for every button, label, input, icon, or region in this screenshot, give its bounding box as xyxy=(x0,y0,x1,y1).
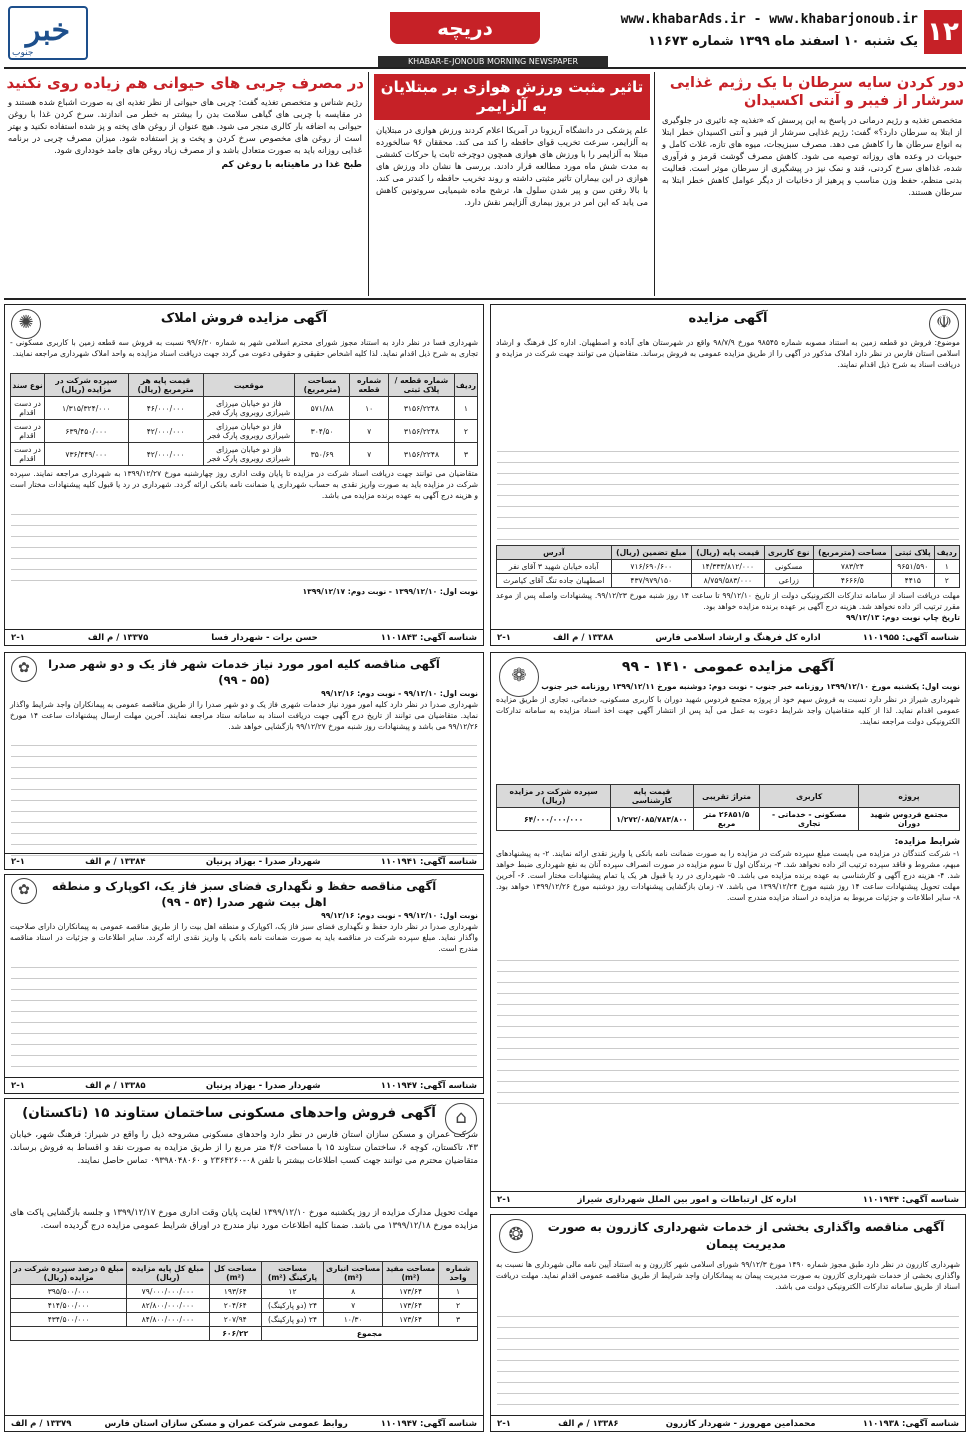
ad-code: ۱۳۳۸۸ / م الف xyxy=(552,632,614,643)
table-header: متراژ تقریبی xyxy=(693,785,760,808)
table-cell: ۲ xyxy=(934,574,959,588)
table-header: مبلغ تضمین (ریال) xyxy=(611,546,691,560)
table-header: ردیف xyxy=(454,374,477,397)
page-number: ۱۲ xyxy=(924,10,962,54)
ad-amlak-title: آگهی مزایده فروش املاک xyxy=(160,311,328,326)
kazerun-emblem-icon: ❂ xyxy=(499,1219,533,1253)
table-cell: زراعی xyxy=(764,574,813,588)
ad-sadra54-footer xyxy=(5,1077,483,1093)
table-cell: ۱/۳۱۵/۳۲۴/۰۰۰ xyxy=(45,397,129,420)
ad-shiraz-intro: شهرداری شیراز در نظر دارد نسبت به فروش سهم خود از پروژه مجتمع فردوس شهید دوران با کاربری مسکونی، خدماتی، تجاری از طریق مزایده عمومی اقدام نماید. لذا از کلیه متقاضیان واجد شرایط دعوت به عمل می آید پس از انتشار آگهی جهت اخذ اسناد مزایده به سامانه تدارکات الکترونیکی دولت مراجعه نمایند. xyxy=(496,695,960,726)
table-cell: ۹۶۵۱/۵۹۰ xyxy=(892,560,935,574)
table-cell: ۸/۷۵۹/۵۸۳/۰۰۰ xyxy=(692,574,765,588)
article-alzheimer xyxy=(372,72,652,296)
newspaper-logo: خبر xyxy=(8,6,88,60)
table-row xyxy=(497,574,960,588)
table-cell: مجتمع فردوس شهید دوران xyxy=(858,808,959,831)
table-header: مساحت (مترمربع) xyxy=(295,374,350,397)
table-cell: ۲۰۴/۶۴ xyxy=(209,1299,261,1313)
table-header-row xyxy=(497,785,960,808)
table-header-row xyxy=(11,1262,478,1285)
ad-amlak-table-wrap xyxy=(5,371,483,468)
ad-signer: حسن برات - شهردار فسا xyxy=(211,632,318,643)
table-cell: ۱ xyxy=(934,560,959,574)
ad-shenaseh: شناسه آگهی: ۱۱۰۱۹۳۸ xyxy=(862,1418,959,1429)
ad-column: ۲-۱ xyxy=(497,1418,511,1429)
ad-shenaseh: شناسه آگهی: ۱۱۰۱۹۴۷ xyxy=(380,1080,477,1091)
table-cell: ۷۹/۰۰۰/۰۰۰/۰۰۰ xyxy=(127,1285,209,1299)
table-header: نوع سند xyxy=(11,374,45,397)
table-header: قیمت پایه (ریال) xyxy=(692,546,765,560)
ad-column: ۲-۱ xyxy=(11,632,25,643)
ad-signer: اداره کل فرهنگ و ارشاد اسلامی فارس xyxy=(655,632,821,643)
sadra-emblem-icon: ✿ xyxy=(11,878,37,904)
article-fat-subhead: طبخ غذا در ماهیتابه با روغن کم xyxy=(221,160,362,170)
ad-sadra-55 xyxy=(4,652,484,870)
table-cell: ۱۷۳/۶۴ xyxy=(383,1313,439,1327)
ad-shiraz-fine-print xyxy=(497,960,959,1110)
ad-amlak-table xyxy=(10,373,478,466)
table-cell: ۳۹۵/۵۰۰/۰۰۰ xyxy=(11,1285,127,1299)
table-cell: اصطهبان جاده تنگ آقای کیامرث xyxy=(497,574,612,588)
ad-amlak-foroush xyxy=(4,304,484,646)
table-header: سپرده شرکت در مزایده (ریال) xyxy=(45,374,129,397)
table-header-row xyxy=(497,546,960,560)
ad-maskan-table-wrap xyxy=(5,1259,483,1343)
table-cell: ۴۶۶۶/۵ xyxy=(813,574,891,588)
table-cell: ۷۳۶/۴۴۹/۰۰۰ xyxy=(45,443,129,466)
table-cell: ۱۴/۳۳۳/۸۱۲/۰۰۰ xyxy=(692,560,765,574)
table-cell: فاز دو خیابان میرزای شیرازی روبروی پارک فجر xyxy=(203,443,294,466)
table-cell: ۲۶۸۵۱/۵ متر مربع xyxy=(693,808,760,831)
table-cell: ۳ xyxy=(454,443,477,466)
table-cell: فاز دو خیابان میرزای شیرازی روبروی پارک فجر xyxy=(203,420,294,443)
sadra-emblem-icon: ✿ xyxy=(11,656,37,682)
table-total-row xyxy=(11,1327,478,1341)
table-cell: ۳۱۵۶/۲۲۴۸ xyxy=(389,443,455,466)
table-row xyxy=(497,808,960,831)
table-header-row xyxy=(11,374,478,397)
shiraz-emblem-icon: ❁ xyxy=(499,657,539,697)
ad-shiraz-table xyxy=(496,784,960,831)
article-cancer-title: دور کردن سایه سرطان با یک رژیم غذایی سرشار از فیبر و آنتی اکسیدان xyxy=(669,75,964,109)
table-cell: ۷ xyxy=(324,1299,383,1313)
ad-amlak-fine-print xyxy=(11,514,477,584)
issue-line: یک شنبه ۱۰ اسفند ماه ۱۳۹۹ شماره ۱۱۶۷۳ xyxy=(647,34,918,49)
table-cell: ۲۴ (دو پارکینگ) xyxy=(261,1299,323,1313)
table-cell: ۳۱۵۶/۲۲۴۸ xyxy=(389,397,455,420)
table-header: قیمت پایه هر مترمربع (ریال) xyxy=(128,374,203,397)
table-row xyxy=(497,560,960,574)
table-cell: ۲ xyxy=(439,1299,478,1313)
column-divider xyxy=(368,72,369,296)
ad-shenaseh: شناسه آگهی: ۱۱۰۱۹۴۱ xyxy=(380,856,477,867)
table-cell: ۱۰/۳۰ xyxy=(324,1313,383,1327)
ad-code: ۱۳۳۷۹ / م الف xyxy=(11,1418,72,1429)
ad-sadra-54 xyxy=(4,874,484,1094)
ad-shiraz-mozayede xyxy=(490,652,966,1208)
ad-code: ۱۳۳۷۵ / م الف xyxy=(87,632,149,643)
table-cell: ۴۴۱۵ xyxy=(892,574,935,588)
ad-kazerun-monaghese xyxy=(490,1214,966,1432)
table-cell: ۱/۲۷۲/۰۸۵/۷۸۳/۸۰۰ xyxy=(611,808,693,831)
ad-shenaseh: شناسه آگهی: ۱۱۰۱۸۴۳ xyxy=(380,632,477,643)
table-header: پلاک ثبتی xyxy=(892,546,935,560)
article-fat-body: رژیم شناس و متخصص تغذیه گفت: چربی های حیوانی از نظر تغذیه ای به صورت اشباع شده هستند و در مقایسه با چربی های گیاهی سلامت بدن را بیشتر به خطر می اندازند. سرخ کردن غذا با روغن حیوانی به اضافه بار کالری منجر می شود. هیچ عنوان از روغن های پخته و پز شده استفاده نکنید و بهتر است از روغن های مخصوص سرخ کردن و پخت و پز استفاده شود. میزان مصرف چربی در برنامه غذایی روزانه باید به صورت متعادل باشد و از مصرف زیاد روغن های جامد خودداری شود. xyxy=(8,97,362,155)
table-header: مساحت پارکینگ (m²) xyxy=(261,1262,323,1285)
table-row xyxy=(11,397,478,420)
table-cell: ۷ xyxy=(350,420,389,443)
ad-sadra54-dates: نوبت اول: ۹۹/۱۲/۱۰ - نوبت دوم: ۹۹/۱۲/۱۶ xyxy=(321,911,478,920)
ad-signer: شهردار صدرا - بهزاد پرنیان xyxy=(205,856,321,867)
ad-farhang-footer xyxy=(491,629,965,645)
ad-kazerun-fine-print xyxy=(497,1316,959,1416)
ad-maskan-title: آگهی فروش واحدهای مسکونی ساختمان ستاوند ۱۵ (تاکستان) xyxy=(22,1105,436,1121)
table-cell: ۱۰ xyxy=(350,397,389,420)
table-cell: در دست اقدام xyxy=(11,397,45,420)
table-header: ردیف xyxy=(934,546,959,560)
table-cell: ۱۹۳/۶۴ xyxy=(209,1285,261,1299)
english-band: KHABAR-E-JONOUB MORNING NEWSPAPER xyxy=(378,56,608,68)
table-cell: ۳ xyxy=(439,1313,478,1327)
ad-signer: اداره کل ارتباطات و امور بین الملل شهرداری شیراز xyxy=(577,1194,797,1205)
ad-column: ۲-۱ xyxy=(497,1194,511,1205)
ad-shiraz-conditions: ۱- شرکت کنندگان در مزایده می بایست مبلغ سپرده شرکت در مزایده را به صورت ضمانت نامه بانکی یا واریز نقدی ارائه نمایند. ۲- به پیشنهادهای مبهم، مشروط و فاقد سپرده ترتیب اثر داده نخواهد شد. ۳- برندگان اول تا سوم مزایده در صورت انصراف سپرده آنان به نفع شهرداری ضبط خواهد شد. ۴- هزینه درج آگهی و کارشناسی به عهده برنده مزایده می باشد. ۵- شهرداری در رد یا قبول هر یک یا تمام پیشنهادات مختار است. ۶- آخرین مهلت تحویل پیشنهادات ساعت ۱۴ روز شنبه مورخ ۱۳۹۹/۱۲/۲۴ می باشد. ۷- زمان بازگشایی پیشنهادات روز دوشنبه مورخ ۱۳۹۹/۱۲/۲۶ خواهد بود. ۸- سایر اطلاعات و جزئیات مربوط به مزایده در اسناد مزایده مندرج است. xyxy=(496,849,960,902)
table-cell: ۱ xyxy=(454,397,477,420)
ad-shiraz-footer xyxy=(491,1191,965,1207)
table-header: مساحت کل (m²) xyxy=(209,1262,261,1285)
ad-shiraz-dates: نوبت اول: یکشنبه مورخ ۱۳۹۹/۱۲/۱۰ روزنامه خبر جنوب - نوبت دوم: دوشنبه مورخ ۱۳۹۹/۱۲/۱۱ روزنامه خبر جنوب xyxy=(541,682,960,691)
table-cell: ۱۷۳/۶۴ xyxy=(383,1299,439,1313)
ad-farhang-notes: مهلت دریافت اسناد از سامانه تدارکات الکترونیکی دولت از تاریخ ۹۹/۱۲/۱۰ تا ساعت ۱۴ روز شنبه مورخ ۹۹/۱۲/۲۳. پیشنهادات واصله پس از موعد مقرر ترتیب اثر داده نخواهد شد. هزینه درج آگهی بر عهده برنده مزایده خواهد بود. xyxy=(496,591,960,611)
table-row xyxy=(11,443,478,466)
table-cell: ۶۴/۰۰۰/۰۰۰/۰۰۰ xyxy=(497,808,611,831)
ad-sadra55-footer xyxy=(5,853,483,869)
masthead xyxy=(0,0,970,66)
ad-farhang-title: آگهی مزایده xyxy=(688,311,768,326)
article-alzheimer-title: تاثیر مثبت ورزش هوازی بر مبتلایان به آلزایمر xyxy=(374,74,650,120)
header-rule xyxy=(4,67,966,69)
ad-maskan-deadline: مهلت تحویل مدارک مزایده از روز یکشنبه مورخ ۱۳۹۹/۱۲/۱۰ لغایت پایان وقت اداری مورخ ۱۳۹۹/۱۲/۱۷ و جلسه بازگشایی پاکت های مزایده مورخ ۱۳۹۹/۱۲/۱۸ می باشد. ضمنا کلیه اطلاعات مورد نیاز مندرج در اوراق شرایط عمومی مزایده درج گردیده است. xyxy=(10,1208,478,1231)
table-cell: در دست اقدام xyxy=(11,420,45,443)
ad-signer: محمدامین مهرورز - شهردار کازرون xyxy=(665,1418,816,1429)
ad-signer: روابط عمومی شرکت عمران و مسکن سازان استان فارس xyxy=(104,1418,348,1429)
ad-column: ۲-۱ xyxy=(11,856,25,867)
article-cancer-body: متخصص تغذیه و رژیم درمانی در پاسخ به این پرسش که «تغذیه چه تاثیری در جلوگیری از ابتلا به سرطان دارد؟» گفت: رژیم غذایی سرشار از فیبر و آنتی اکسیدان خطر ابتلا به انواع سرطان ها را کاهش می دهد. مصرف سبزیجات، میوه های تازه، غلات کامل و حبوبات در وعده های روزانه توصیه می شود. کاهش مصرف گوشت قرمز و فرآوری شده، غذاهای سرخ کردنی، قند و نمک نیز در پیشگیری از سرطان موثر است. فعالیت بدنی منظم، حفظ وزن مناسب و پرهیز از دخانیات از دیگر عوامل کاهش خطر ابتلا به سرطان هستند. xyxy=(662,115,962,197)
ad-amlak-dates: نوبت اول: ۱۳۹۹/۱۲/۱۰ - نوبت دوم: ۱۳۹۹/۱۲/۱۷ xyxy=(302,587,478,596)
ad-shiraz-table-wrap xyxy=(491,782,965,833)
table-cell: ۶۳۹/۴۵۰/۰۰۰ xyxy=(45,420,129,443)
iran-emblem-icon: ☫ xyxy=(929,309,959,339)
table-header: مساحت مفید (m²) xyxy=(383,1262,439,1285)
table-row xyxy=(11,420,478,443)
ad-amlak-intro: شهرداری فسا در نظر دارد به استناد مجوز شورای محترم اسلامی شهر به شماره ۹۹/۶/۲۰ نسبت به فروش سه قطعه زمین با کاربری مسکونی - تجاری به شرح ذیل اقدام نماید. لذا کلیه اشخاص حقیقی و حقوقی دعوت می گردد جهت دریافت اسناد مزایده به واحد املاک شهرداری مراجعه نمایند. xyxy=(10,338,478,358)
ad-sadra55-fine-print xyxy=(11,745,477,865)
table-cell: مسکونی - خدماتی - تجاری xyxy=(760,808,859,831)
table-header: قیمت پایه کارشناسی xyxy=(611,785,693,808)
table-cell: ۴۲/۰۰۰/۰۰۰ xyxy=(128,420,203,443)
table-header: کاربری xyxy=(760,785,859,808)
table-cell: ۵۷۱/۸۸ xyxy=(295,397,350,420)
article-cancer xyxy=(658,72,966,296)
ad-farhang-fine-print xyxy=(497,451,959,541)
ad-kazerun-footer xyxy=(491,1415,965,1431)
table-cell: مسکونی xyxy=(764,560,813,574)
table-cell: ۴۶/۰۰۰/۰۰۰ xyxy=(128,397,203,420)
table-cell: ۴۳۷/۹۷۹/۱۵۰ xyxy=(611,574,691,588)
site-url[interactable]: www.khabarAds.ir - www.khabarjonoub.ir xyxy=(620,12,918,27)
table-cell: در دست اقدام xyxy=(11,443,45,466)
table-cell: ۴۱۴/۵۰۰/۰۰۰ xyxy=(11,1299,127,1313)
ad-kazerun-title: آگهی مناقصه واگذاری بخشی از خدمات شهرداری کازرون به صورت مدیریت پیمان xyxy=(547,1220,945,1251)
table-header: سپرده شرکت در مزایده (ریال) xyxy=(497,785,611,808)
table-cell: ۲۴ (دو پارکینگ) xyxy=(261,1313,323,1327)
ad-amlak-footer xyxy=(5,629,483,645)
ad-maskan-table xyxy=(10,1261,478,1341)
ad-shenaseh: شناسه آگهی: ۱۱۰۱۹۵۵ xyxy=(862,632,959,643)
table-row xyxy=(11,1299,478,1313)
section-title: دریچه xyxy=(390,12,540,44)
ad-farhang-intro: موضوع: فروش دو قطعه زمین به استناد مصوبه شماره ۹۸۵۴۵ مورخ ۹۸/۷/۹ واقع در شهرستان های آباده و اصطهبان. اداره کل فرهنگ و ارشاد اسلامی استان فارس در نظر دارد املاک مذکور در آگهی را از طریق مزایده عمومی به فروش برساند. متقاضیان می توانند جهت شرکت در مزایده و دریافت اسناد به شرح ذیل اقدام نمایند. xyxy=(496,338,960,369)
ad-farhang-table-wrap xyxy=(491,543,965,590)
municipality-emblem-icon: ✺ xyxy=(11,309,41,339)
table-cell: ۱۷۳/۶۴ xyxy=(383,1285,439,1299)
ad-sadra55-title: آگهی مناقصه کلیه امور مورد نیاز خدمات شهر فاز یک و دو شهر صدرا (۵۵ - ۹۹) xyxy=(48,657,440,687)
article-fat-title: در مصرف چربی های حیوانی هم زیاده روی نکنید xyxy=(6,74,364,92)
table-total-label: مجموع xyxy=(261,1327,477,1341)
table-cell: ۲۰۷/۹۴ xyxy=(209,1313,261,1327)
ad-shenaseh: شناسه آگهی: ۱۱۰۱۹۴۷ xyxy=(380,1418,477,1429)
table-cell: ۸ xyxy=(324,1285,383,1299)
ad-farhang-mozayede xyxy=(490,304,966,646)
ad-farhang-table xyxy=(496,545,960,588)
ad-code: ۱۳۳۸۶ / م الف xyxy=(558,1418,619,1429)
company-logo-icon: ⌂ xyxy=(445,1103,477,1135)
ad-signer: شهردار صدرا - بهزاد پرنیان xyxy=(205,1080,321,1091)
ad-column: ۲-۱ xyxy=(11,1080,25,1091)
ad-sadra54-title: آگهی مناقصه حفظ و نگهداری فضای سبز فاز یک، اکوپارک و منطقه اهل بیت شهر صدرا (۵۴ - ۹۹) xyxy=(51,879,437,909)
table-cell: ۲ xyxy=(454,420,477,443)
ad-maskan-intro: شرکت عمران و مسکن سازان استان فارس در نظر دارد واحدهای مسکونی مشروحه ذیل را واقع در شیراز: فرهنگ شهر، خیابان ۴۳، تاکستان، کوچه ۶، ساختمان ستاوند ۱۵ با مساحت ۴/۶ متر مربع را از طریق مزایده به صورت نقد و اقساط به فروش برساند. متقاضیان محترم می توانند جهت کسب اطلاعات بیشتر با تلفن ۰۸-۲۳۶۴۲۶۰ و ۰۹۳۹۸۰۴۸۰۶۰ تماس حاصل نمایند. xyxy=(10,1130,478,1166)
ad-column: ۲-۱ xyxy=(497,632,511,643)
ad-maskan-foroush xyxy=(4,1098,484,1432)
ad-code: ۱۳۳۸۴ / م الف xyxy=(85,856,146,867)
table-header: شماره قطعه xyxy=(350,374,389,397)
table-row xyxy=(11,1285,478,1299)
table-cell: ۱ xyxy=(439,1285,478,1299)
ad-sadra55-intro: شهرداری صدرا در نظر دارد کلیه امور مورد نیاز خدمات شهری فاز یک و دو شهر صدرا را از طریق مناقصه عمومی به پیمانکاران واجد شرایط واگذار نماید. متقاضیان می توانند از تاریخ درج آگهی جهت دریافت اسناد به سامانه ستاد مراجعه نمایند. آخرین مهلت ارسال پیشنهادات ساعت ۱۴ مورخ ۹۹/۱۲/۲۶ می باشد و پیشنهادات روز شنبه مورخ ۹۹/۱۲/۲۷ بازگشایی خواهد شد. xyxy=(10,700,478,731)
table-cell xyxy=(11,1327,210,1341)
table-header: موقعیت xyxy=(203,374,294,397)
table-cell: ۱۲ xyxy=(261,1285,323,1299)
table-header: مبلغ ۵ درصد سپرده شرکت در مزایده (ریال) xyxy=(11,1262,127,1285)
ad-sadra54-fine-print xyxy=(11,967,477,1075)
article-fat xyxy=(4,72,366,296)
table-header: آدرس xyxy=(497,546,612,560)
ad-sadra55-dates: نوبت اول: ۹۹/۱۲/۱۰ - نوبت دوم: ۹۹/۱۲/۱۶ xyxy=(321,689,478,698)
table-cell: ۷۸۳/۲۴ xyxy=(813,560,891,574)
table-cell: ۴۳۴/۵۰۰/۰۰۰ xyxy=(11,1313,127,1327)
table-total-value: ۶۰۶/۲۲ xyxy=(209,1327,261,1341)
table-cell: ۳۱۵۶/۲۲۴۸ xyxy=(389,420,455,443)
table-cell: ۴۲/۰۰۰/۰۰۰ xyxy=(128,443,203,466)
logo-subtitle: جنوب xyxy=(12,48,34,58)
ad-kazerun-intro: شهرداری کازرون در نظر دارد طبق مجوز شماره ۱۴۹۰ مورخ ۹۹/۱۲/۳ شورای اسلامی شهر کازرون و به استناد آیین نامه مالی شهرداری ها نسبت به واگذاری بخشی از خدمات شهرداری کازرون به صورت مدیریت پیمان به پیمانکاران واجد شرایط از طریق مناقصه عمومی اقدام نماید. مهلت دریافت اسناد از طریق سامانه تدارکات الکترونیکی دولت می باشد. xyxy=(496,1260,961,1291)
table-row xyxy=(11,1313,478,1327)
table-cell: ۷ xyxy=(350,443,389,466)
ad-maskan-footer xyxy=(5,1415,483,1431)
table-cell: ۸۲/۸۰۰/۰۰۰/۰۰۰ xyxy=(127,1299,209,1313)
section-rule xyxy=(4,298,966,300)
table-header: پروژه xyxy=(858,785,959,808)
table-cell: آباده خیابان شهید ۳ آقای نفر xyxy=(497,560,612,574)
table-cell: ۷۱۶/۶۹۰/۶۰۰ xyxy=(611,560,691,574)
ad-shenaseh: شناسه آگهی: ۱۱۰۱۹۴۴ xyxy=(862,1194,959,1205)
article-alzheimer-body: علم پزشکی در دانشگاه آریزونا در آمریکا اعلام کردند ورزش هوازی در مبتلایان به آلزایمر، سرعت تخریب قوای حافظه را کند می کند. محققان ۹۶ سالخورده مبتلا به آلزایمر را با ورزش های هوازی همچون دوچرخه ثابت یا حرکات کششی به مدت شش ماه مورد مطالعه قرار دادند. بررسی ها نشان داد ورزش های هوازی در این بیماران تاثیر مثبتی داشته و روند تخریب حافظه را کندتر می کند. با بالا رفتن سن و پیر شدن سلول ها، ترشح ماده شیمیایی سروتونین کاهش می یابد که این امر در بروز بیماری آلزایمر نقش دارد. xyxy=(376,125,648,207)
table-cell: ۳۵۰/۶۹ xyxy=(295,443,350,466)
table-header: نوع کاربری xyxy=(764,546,813,560)
table-header: شماره قطعه / پلاک ثبتی xyxy=(389,374,455,397)
table-cell: ۳۰۴/۵۰ xyxy=(295,420,350,443)
table-cell: فاز دو خیابان میرزای شیرازی روبروی پارک فجر xyxy=(203,397,294,420)
ad-shiraz-title: آگهی مزایده عمومی ۱۴۱۰ - ۹۹ xyxy=(621,659,835,675)
table-cell: ۸۴/۸۰۰/۰۰۰/۰۰۰ xyxy=(127,1313,209,1327)
column-divider xyxy=(654,72,655,296)
ad-code: ۱۳۳۸۵ / م الف xyxy=(85,1080,146,1091)
ad-sadra54-intro: شهرداری صدرا در نظر دارد حفظ و نگهداری فضای سبز فاز یک، اکوپارک و منطقه اهل بیت را از طریق مناقصه عمومی به پیمانکاران دارای صلاحیت واگذار نماید. مبلغ سپرده شرکت در مناقصه باید به صورت ضمانت نامه بانکی یا واریز نقدی ارائه گردد. سایر اطلاعات و جزئیات در اسناد مناقصه مندرج است. xyxy=(10,922,478,953)
table-header: مبلغ کل پایه مزایده (ریال) xyxy=(127,1262,209,1285)
ad-farhang-dates: تاریخ چاپ نوبت دوم: ۹۹/۱۲/۱۳ xyxy=(845,613,960,622)
ad-amlak-notes: متقاضیان می توانند جهت دریافت اسناد شرکت در مزایده تا پایان وقت اداری روز چهارشنبه مورخ ۱۳۹۹/۱۲/۲۷ به شهرداری مراجعه نمایند. سپرده شرکت در مزایده باید به صورت واریز نقدی به حساب شهرداری یا ضمانت نامه بانکی ارائه گردد. شهرداری در رد یا قبول کلیه پیشنهادات مختار است و هزینه درج آگهی به عهده برنده مزایده می باشد. xyxy=(10,469,478,500)
table-header: مساحت انباری (m²) xyxy=(324,1262,383,1285)
table-header: شماره واحد xyxy=(439,1262,478,1285)
ad-shiraz-conditions-title: شرایط مزایده: xyxy=(894,837,960,847)
table-header: مساحت (مترمربع) xyxy=(813,546,891,560)
